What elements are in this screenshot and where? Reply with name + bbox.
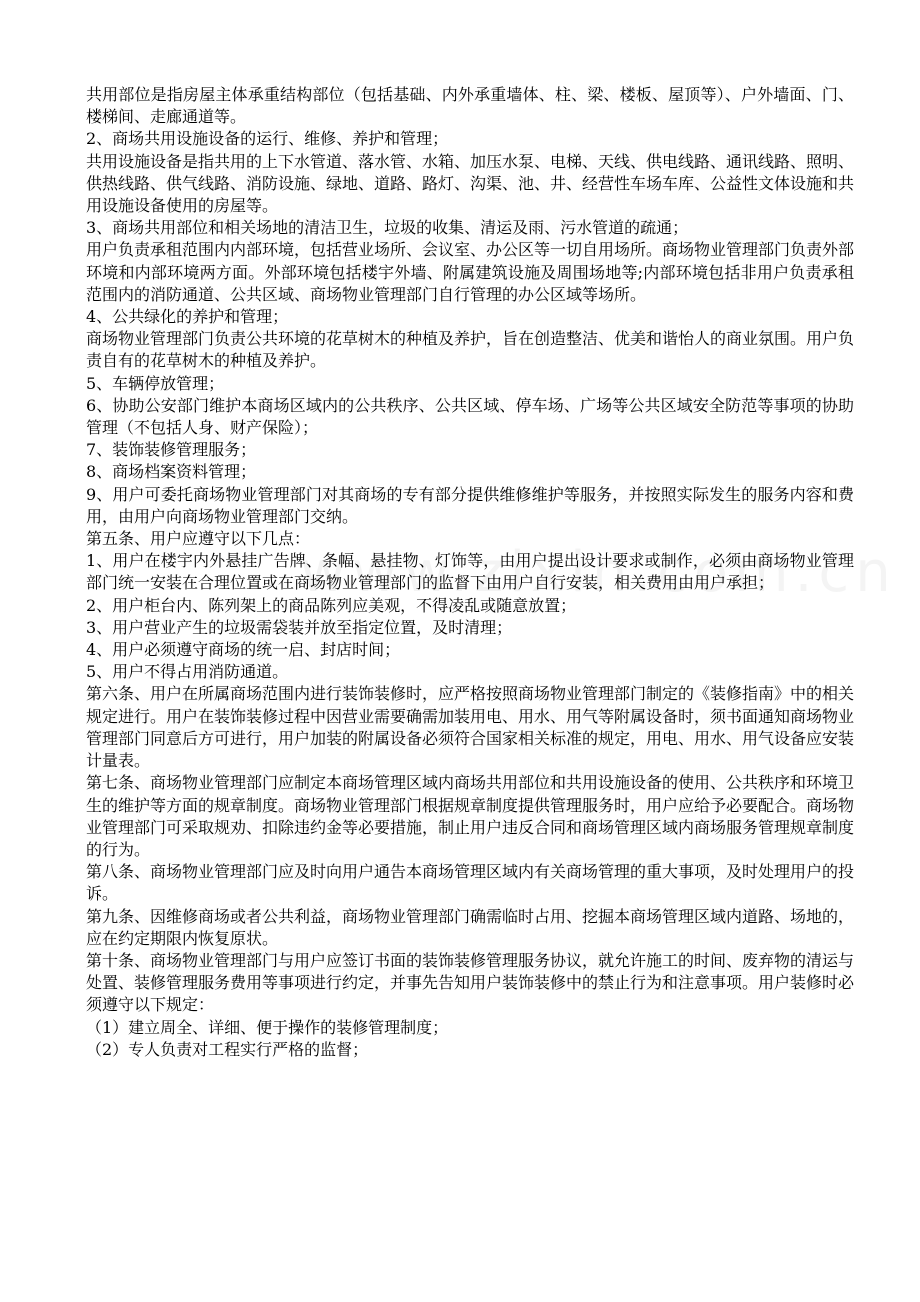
paragraph-item-5: 5、车辆停放管理； [86, 373, 225, 393]
paragraph-article-10: 第十条、商场物业管理部门与用户应签订书面的装饰装修管理服务协议，就允许施工的时间、废弃物的清运与处置、装修管理服务费用等事项进行约定，并事先告知用户装饰装修中的禁止行为和注意事项。用户装修时必须遵守以下规定： [86, 950, 855, 1015]
paragraph-shared-parts-definition: 共用部位是指房屋主体承重结构部位（包括基础、内外承重墙体、柱、梁、楼板、屋顶等）、户外墙面、门、楼梯间、走廊通道等。 [86, 85, 854, 127]
paragraph-item-8: 8、商场档案资料管理； [86, 462, 257, 482]
paragraph-item-2: 2、商场共用设施设备的运行、维修、养护和管理； [86, 129, 449, 149]
paragraph-article-5-item-3: 3、用户营业产生的垃圾需袋装并放至指定位置，及时清理； [86, 617, 513, 637]
paragraph-article-10-item-1: （1）建立周全、详细、便于操作的装修管理制度； [86, 1017, 449, 1037]
paragraph-article-5-item-4: 4、用户必须遵守商场的统一启、封店时间； [86, 640, 401, 660]
paragraph-item-4: 4、公共绿化的养护和管理； [86, 307, 289, 327]
paragraph-item-6: 6、协助公安部门维护本商场区域内的公共秩序、公共区域、停车场、广场等公共区域安全防范等事项的协助管理（不包括人身、财产保险）； [86, 395, 854, 438]
paragraph-article-5-item-1: 1、用户在楼宇内外悬挂广告牌、条幅、悬挂物、灯饰等，由用户提出设计要求或制作，必须由商场物业管理部门统一安装在合理位置或在商场物业管理部门的监督下由用户自行安装，相关费用由用户承担； [86, 551, 854, 593]
paragraph-article-5-item-5: 5、用户不得占用消防通道。 [86, 662, 289, 682]
paragraph-article-10-item-2: （2）专人负责对工程实行严格的监督； [86, 1039, 369, 1059]
paragraph-item-9: 9、用户可委托商场物业管理部门对其商场的专有部分提供维修维护等服务，并按照实际发生的服务内容和费用，由用户向商场物业管理部门交纳。 [86, 484, 854, 526]
document-body [86, 84, 854, 1061]
paragraph-shared-facilities-definition: 共用设施设备是指共用的上下水管道、落水管、水箱、加压水泵、电梯、天线、供电线路、通讯线路、照明、供热线路、供气线路、消防设施、绿地、道路、路灯、沟渠、池、井、经营性车场车库、公益性文体设施和共用设施设备使用的房屋等。 [86, 151, 855, 216]
paragraph-article-5: 第五条、用户应遵守以下几点： [86, 529, 311, 549]
paragraph-article-9: 第九条、因维修商场或者公共利益，商场物业管理部门确需临时占用、挖掘本商场管理区域内道路、场地的，应在约定期限内恢复原状。 [86, 906, 855, 948]
paragraph-item-7: 7、装饰装修管理服务； [86, 440, 257, 460]
paragraph-greening: 商场物业管理部门负责公共环境的花草树木的种植及养护，旨在创造整洁、优美和谐怡人的商业氛围。用户负责自有的花草树木的种植及养护。 [86, 329, 855, 371]
paragraph-article-6: 第六条、用户在所属商场范围内进行装饰装修时，应严格按照商场物业管理部门制定的《装修指南》中的相关规定进行。用户在装饰装修过程中因营业需要确需加装用电、用水、用气等附属设备时，须书面通知商场物业管理部门同意后方可进行，用户加装的附属设备必须符合国家相关标准的规定，用电、用水、用气设备应安装计量表。 [86, 684, 855, 771]
paragraph-environment-responsibility: 用户负责承租范围内内部环境，包括营业场所、会议室、办公区等一切自用场所。商场物业管理部门负责外部环境和内部环境两方面。外部环境包括楼宇外墙、附属建筑设施及周围场地等;内部环境包括非用户负责承租范围内的消防通道、公共区域、商场物业管理部门自行管理的办公区域等场所。 [86, 240, 855, 304]
paragraph-article-7: 第七条、商场物业管理部门应制定本商场管理区域内商场共用部位和共用设施设备的使用、公共秩序和环境卫生的维护等方面的规章制度。商场物业管理部门根据规章制度提供管理服务时，用户应给予必要配合。商场物业管理部门可采取规劝、扣除违约金等必要措施，制止用户违反合同和商场管理区域内商场服务管理规章制度的行为。 [86, 773, 855, 859]
paragraph-article-5-item-2: 2、用户柜台内、陈列架上的商品陈列应美观，不得凌乱或随意放置； [86, 595, 577, 615]
paragraph-item-3: 3、商场共用部位和相关场地的清洁卫生，垃圾的收集、清运及雨、污水管道的疏通； [86, 218, 689, 238]
paragraph-article-8: 第八条、商场物业管理部门应及时向用户通告本商场管理区域内有关商场管理的重大事项，及时处理用户的投诉。 [86, 862, 855, 904]
